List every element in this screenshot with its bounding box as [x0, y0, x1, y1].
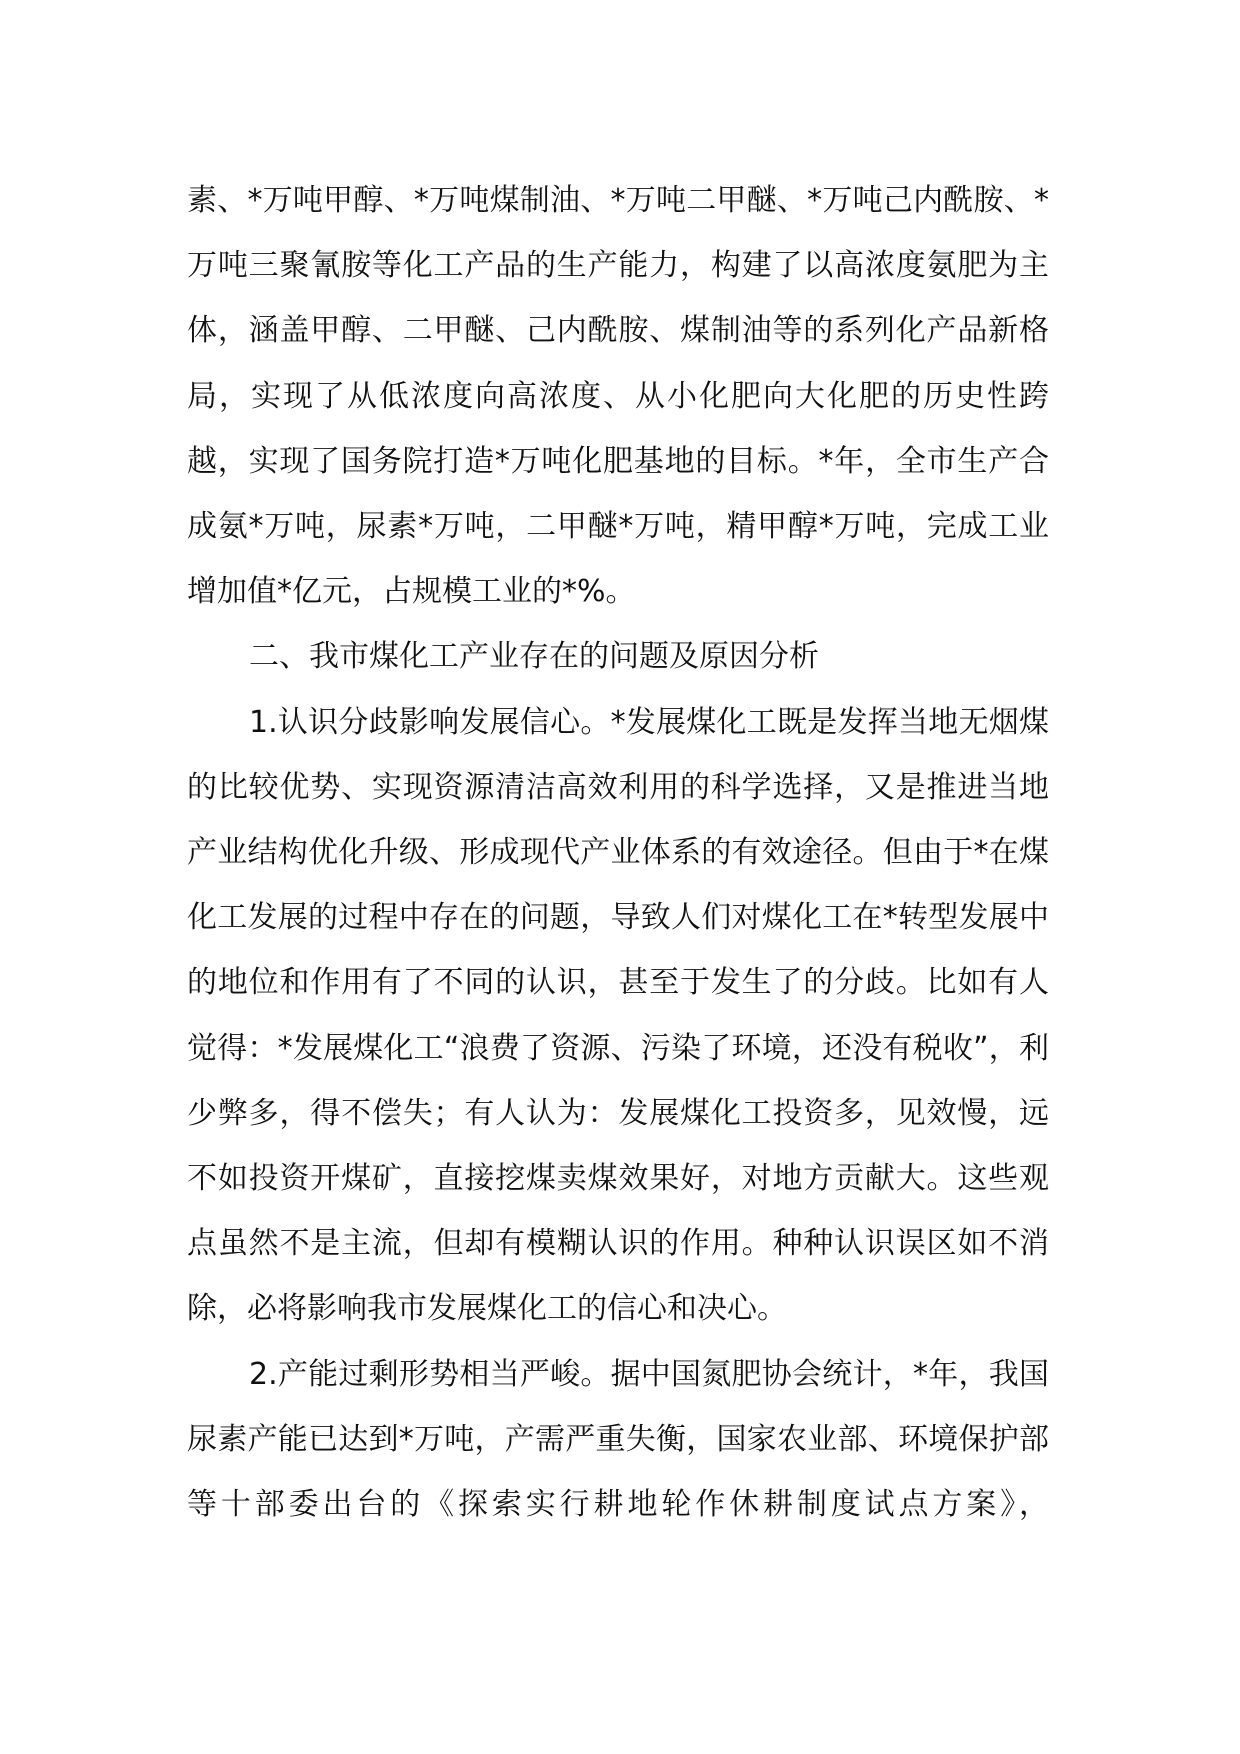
paragraph-2: 2.产能过剩形势相当严峻。据中国氮肥协会统计，*年，我国尿素产能已达到*万吨，产需严重失衡，国家农业部、环境保护部等十部委出台的《探索实行耕地轮作休耕制度试点方案》，: [187, 1356, 1049, 1523]
paragraph-1: 1.认识分歧影响发展信心。*发展煤化工既是发挥当地无烟煤的比较优势、实现资源清洁高效利用的科学选择，又是推进当地产业结构优化升级、形成现代产业体系的有效途径。但由于*在煤化工发展的过程中存在的问题，导致人们对煤化工在*转型发展中的地位和作用有了不同的认识，甚至于发生了的分歧。比如有人觉得：*发展煤化工“浪费了资源、污染了环境，还没有税收”，利少弊多，得不偿失；有人认为：发展煤化工投资多，见效慢，远不如投资开煤矿，直接挖煤卖煤效果好，对地方贡献大。这些观点虽然不是主流，但却有模糊认识的作用。种种认识误区如不消除，必将影响我市发展煤化工的信心和决心。: [187, 704, 1049, 1327]
section-heading: 二、我市煤化工产业存在的问题及原因分析: [249, 639, 819, 675]
continued-paragraph: 素、*万吨甲醇、*万吨煤制油、*万吨二甲醚、*万吨己内酰胺、*万吨三聚氰胺等化工产品的生产能力，构建了以高浓度氨肥为主体，涵盖甲醇、二甲醚、己内酰胺、煤制油等的系列化产品新格局，实现了从低浓度向高浓度、从小化肥向大化肥的历史性跨越，实现了国务院打造*万吨化肥基地的目标。*年，全市生产合成氨*万吨，尿素*万吨，二甲醚*万吨，精甲醇*万吨，完成工业增加值*亿元，占规模工业的*%。: [187, 183, 1049, 610]
document-body: [187, 168, 1049, 1537]
